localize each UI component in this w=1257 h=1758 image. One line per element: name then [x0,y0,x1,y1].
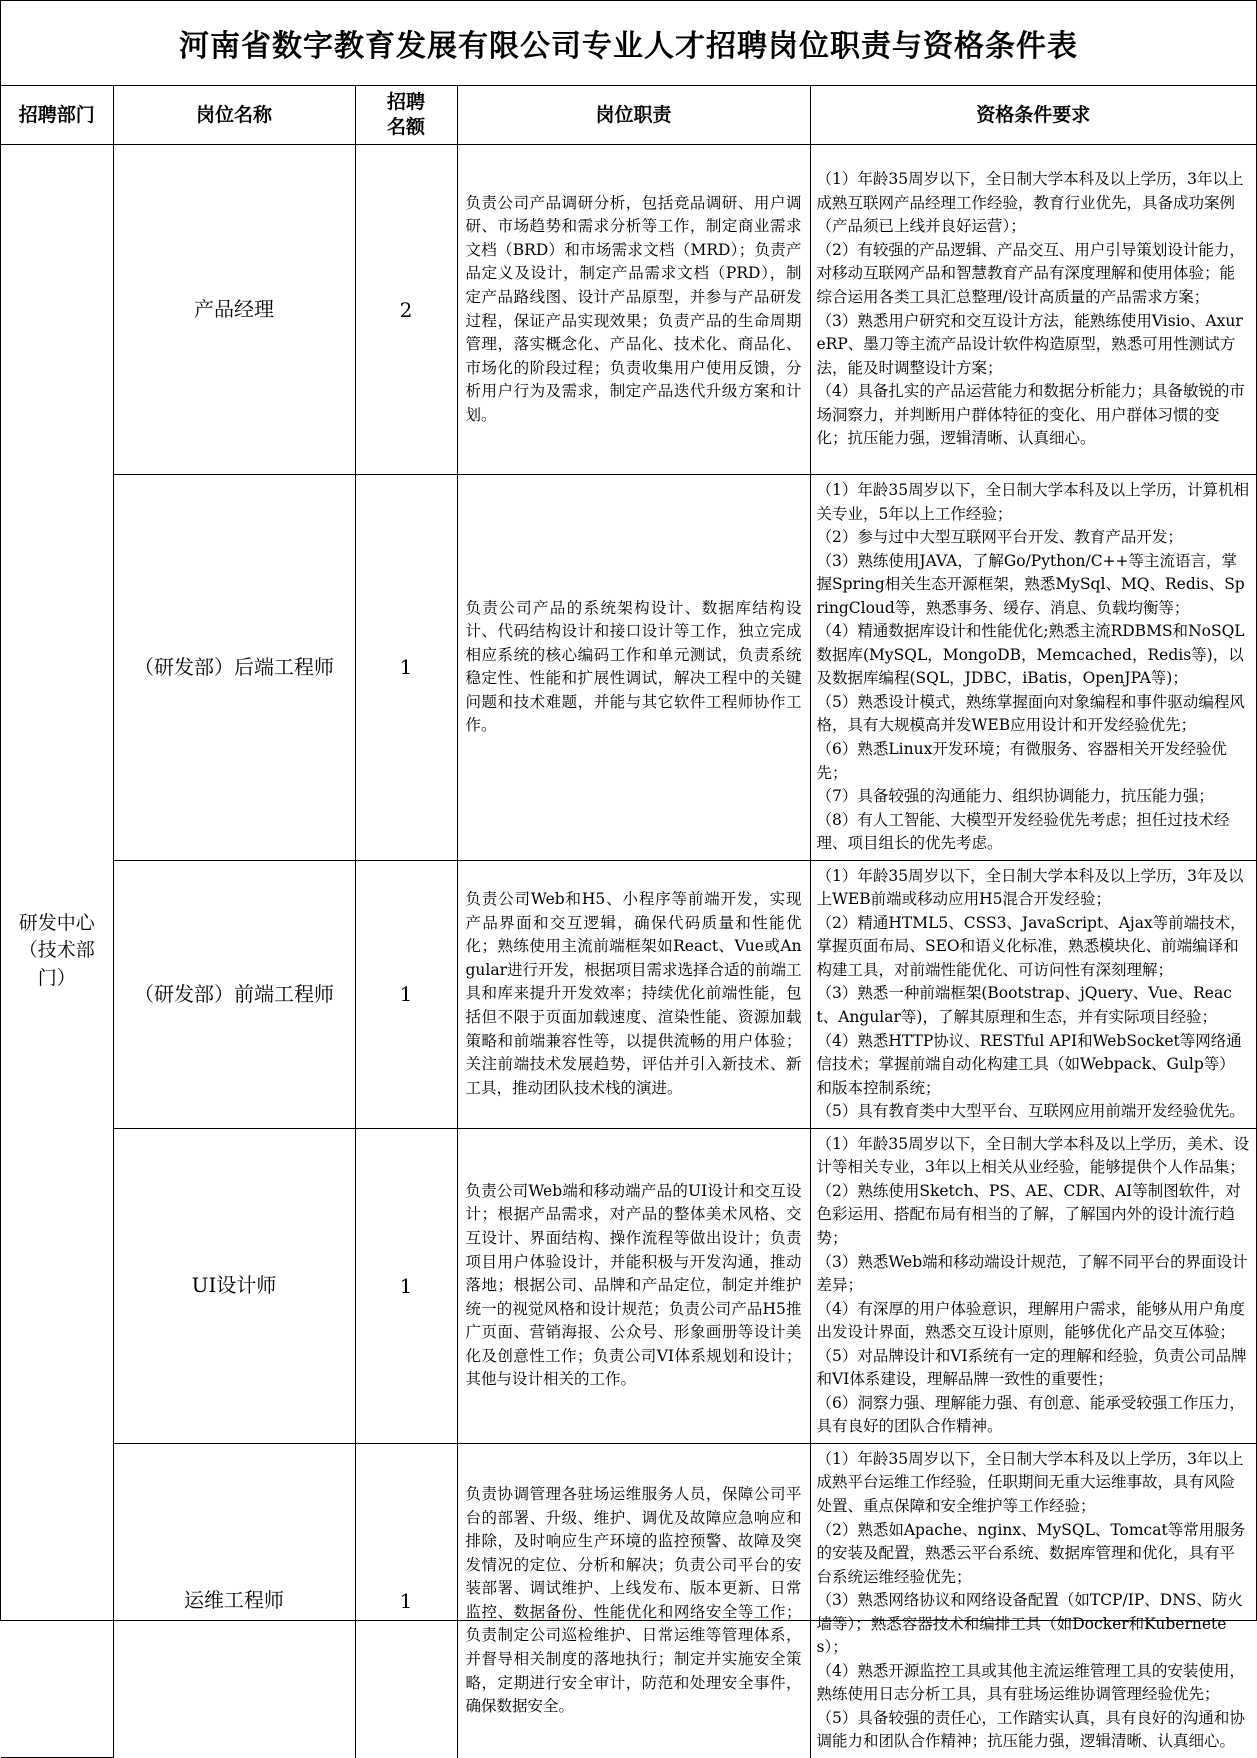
header-department: 招聘部门 [1,86,113,145]
requirement-item: （1）年龄35周岁以下，全日制大学本科及以上学历，计算机相关专业，5年以上工作经验； [816,481,1250,523]
requirement-item: （6）洞察力强、理解能力强、有创意、能承受较强工作压力，具有良好的团队合作精神。 [816,1393,1245,1436]
duties-text: 负责公司Web和H5、小程序等前端开发，实现产品界面和交互逻辑，确保代码质量和性能优化；熟练使用主流前端框架如React、Vue或Angular进行开发，根据项目需求选择合适的前端工具和库来提升开发效率；持续优化前端性能，包括但不限于页面加载速度、渲染性能、资源加载策略和前端兼容性等，以提供流畅的用户体验；关注前端技术发展趋势，评估并引入新技术、新工具，推动团队技术栈的演进。 [457,860,810,1128]
requirement-item: （2）熟练使用Sketch、PS、AE、CDR、AI等制图软件，对色彩运用、搭配布局有相当的了解，了解国内外的设计流行趋势； [816,1181,1241,1247]
quota-value: 1 [355,1128,457,1443]
duties-text: 负责公司产品调研分析，包括竞品调研、用户调研、市场趋势和需求分析等工作，制定商业需求文档（BRD）和市场需求文档（MRD）；负责产品定义及设计，制定产品需求文档（PRD），制定产品路线图、设计产品原型，并参与产品研发过程，保证产品实现效果；负责产品的生命周期管理，落实概念化、产品化、技术化、商品化、市场化的阶段过程；负责收集用户使用反馈，分析用户行为及需求，制定产品迭代升级方案和计划。 [457,145,810,475]
position-name: UI设计师 [113,1128,355,1443]
requirement-item: （4）熟悉HTTP协议、RESTful API和WebSocket等网络通信技术；掌握前端自动化构建工具（如Webpack、Gulp等）和版本控制系统； [816,1031,1242,1097]
requirement-item: （5）具有教育类中大型平台、互联网应用前端开发经验优先。 [816,1102,1245,1121]
header-quota [355,86,457,145]
duties-text: 负责协调管理各驻场运维服务人员，保障公司平台的部署、升级、维护、调优及故障应急响应和排除，及时响应生产环境的监控预警、故障及突发情况的定位、分析和解决；负责公司平台的安装部署、调试维护、上线发布、版本更新、日常监控、数据备份、性能优化和网络安全等工作；负责制定公司巡检维护、日常运维等管理体系，并督导相关制度的落地执行；制定并实施安全策略，定期进行安全审计，防范和处理安全事件，确保数据安全。 [457,1443,810,1758]
position-name: （研发部）后端工程师 [113,475,355,861]
requirement-item: （3）熟悉Web端和移动端设计规范，了解不同平台的界面设计差异； [816,1252,1248,1295]
requirements-cell [810,475,1256,861]
requirement-item: （4）熟悉开源监控工具或其他主流运维管理工具的安装使用，熟练使用日志分析工具，具有驻场运维协调管理经验优先； [816,1661,1245,1704]
quota-value: 2 [355,145,457,475]
recruitment-table [1,86,1256,1758]
position-name: 产品经理 [113,145,355,475]
document-title: 河南省数字教育发展有限公司专业人才招聘岗位职责与资格条件表 [1,1,1256,86]
requirements-cell [810,1443,1256,1758]
department-label: 研发中心（技术部门） [18,911,95,990]
requirement-item: （2）参与过中大型互联网平台开发、教育产品开发； [816,528,1183,547]
table-row [1,475,1256,861]
header-duties: 岗位职责 [457,86,810,145]
duties-text: 负责公司Web端和移动端产品的UI设计和交互设计；根据产品需求，对产品的整体美术风格、交互设计、界面结构、操作流程等做出设计；负责项目用户体验设计，并能积极与开发沟通，推动落地；根据公司、品牌和产品定位，制定并维护统一的视觉风格和设计规范；负责公司产品H5推广页面、营销海报、公众号、形象画册等设计美化及创意性工作；负责公司VI体系规划和设计；其他与设计相关的工作。 [457,1128,810,1443]
requirement-item: （4）精通数据库设计和性能优化;熟悉主流RDBMS和NoSQL数据库(MySQL，MongoDB，Memcached，Redis等)，以及数据库编程(SQL，JDBC，iBatis，OpenJPA等)； [816,622,1245,688]
requirement-item: （2）有较强的产品逻辑、产品交互、用户引导策划设计能力，对移动互联网产品和智慧教育产品有深度理解和使用体验；能综合运用各类工具汇总整理/设计高质量的产品需求方案； [816,240,1245,306]
requirement-item: （2）熟悉如Apache、nginx、MySQL、Tomcat等常用服务的安装及配置，熟悉云平台系统、数据库管理和优化，具有平台系统运维经验优先； [816,1520,1246,1586]
table-header-row [1,86,1256,145]
quota-value: 1 [355,860,457,1128]
requirement-item: （5）具备较强的责任心，工作踏实认真，具有良好的沟通和协调能力和团队合作精神；抗压能力强，逻辑清晰、认真细心。 [816,1708,1245,1751]
requirement-item: （4）有深厚的用户体验意识，理解用户需求，能够从用户角度出发设计界面，熟悉交互设计原则，能够优化产品交互体验； [816,1299,1245,1342]
requirement-item: （5）熟悉设计模式，熟练掌握面向对象编程和事件驱动编程风格，具有大规模高并发WEB应用设计和开发经验优先； [816,692,1245,735]
requirement-item: （6）熟悉Linux开发环境；有微服务、容器相关开发经验优先； [816,740,1227,782]
requirement-item: （3）熟悉用户研究和交互设计方法，能熟练使用Visio、AxureRP、墨刀等主流产品设计软件构造原型，熟悉可用性测试方法，能及时调整设计方案； [816,311,1243,377]
header-quota-label: 招聘名额 [386,91,425,138]
header-position: 岗位名称 [113,86,355,145]
requirement-item: （4）具备扎实的产品运营能力和数据分析能力；具备敏锐的市场洞察力，并判断用户群体特征的变化、用户群体习惯的变化；抗压能力强，逻辑清晰、认真细心。 [816,382,1245,448]
requirements-cell [810,1128,1256,1443]
requirements-cell [810,145,1256,475]
requirement-item: （8）有人工智能、大模型开发经验优先考虑；担任过技术经理、项目组长的优先考虑。 [816,810,1230,853]
requirement-item: （1）年龄35周岁以下，全日制大学本科及以上学历，美术、设计等相关专业，3年以上相关从业经验，能够提供个人作品集； [816,1134,1250,1177]
header-requirements: 资格条件要求 [810,86,1256,145]
department-cell [1,145,113,1758]
requirement-item: （1）年龄35周岁以下，全日制大学本科及以上学历，3年及以上WEB前端或移动应用H5混合开发经验； [816,866,1244,909]
requirement-item: （3）熟悉一种前端框架(Bootstrap、jQuery、Vue、React、Angular等)，了解其原理和生态，并有实际项目经验； [816,984,1232,1027]
table-row [1,1128,1256,1443]
requirement-item: （3）熟悉网络协议和网络设备配置（如TCP/IP、DNS、防火墙等）；熟悉容器技术和编排工具（如Docker和Kubernetes）； [816,1591,1243,1657]
quota-value: 1 [355,1443,457,1758]
requirement-item: （3）熟练使用JAVA，了解Go/Python/C++等主流语言，掌握Spring相关生态开源框架，熟悉MySql、MQ、Redis、SpringCloud等，熟悉事务、缓存、消息、负载均衡等； [816,551,1245,617]
requirement-item: （1）年龄35周岁以下，全日制大学本科及以上学历，3年以上成熟平台运维工作经验，任职期间无重大运维事故，具有风险处置、重点保障和安全维护等工作经验； [816,1449,1244,1515]
requirements-cell [810,860,1256,1128]
table-row [1,145,1256,475]
table-row [1,1443,1256,1758]
position-name: 运维工程师 [113,1443,355,1758]
requirement-item: （5）对品牌设计和VI系统有一定的理解和经验，负责公司品牌和VI体系建设，理解品牌一致性的重要性； [816,1346,1247,1389]
requirement-item: （7）具备较强的沟通能力、组织协调能力，抗压能力强； [816,787,1214,806]
requirement-item: （1）年龄35周岁以下，全日制大学本科及以上学历，3年以上成熟互联网产品经理工作经验，教育行业优先，具备成功案例（产品须已上线并良好运营）； [816,170,1244,236]
duties-text: 负责公司产品的系统架构设计、数据库结构设计、代码结构设计和接口设计等工作，独立完成相应系统的核心编码工作和单元测试，负责系统稳定性、性能和扩展性调试，解决工程中的关键问题和技术难题，并能与其它软件工程师协作工作。 [457,475,810,861]
quota-value: 1 [355,475,457,861]
table-row [1,860,1256,1128]
position-name: （研发部）前端工程师 [113,860,355,1128]
requirement-item: （2）精通HTML5、CSS3、JavaScript、Ajax等前端技术，掌握页面布局、SEO和语义化标准，熟悉模块化、前端编译和构建工具，对前端性能优化、可访问性有深刻理解； [816,913,1246,979]
